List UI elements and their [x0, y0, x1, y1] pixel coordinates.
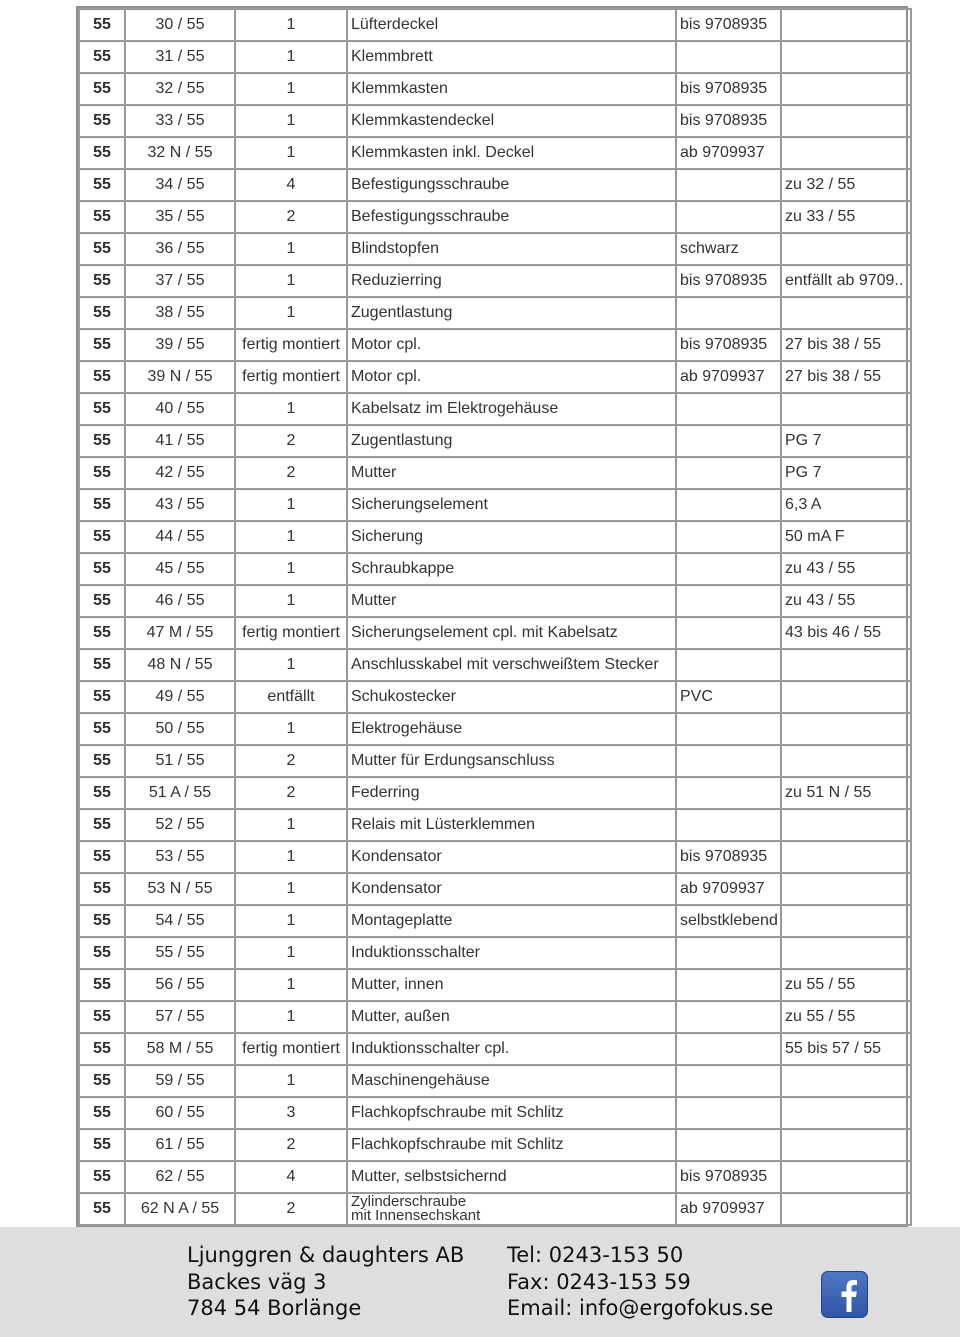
quantity-cell: 2: [235, 777, 347, 809]
group-cell: 55: [79, 425, 125, 457]
position-cell: 44 / 55: [125, 521, 235, 553]
reference-cell: [781, 1129, 911, 1161]
serial-note-cell: [676, 41, 781, 73]
quantity-cell: fertig montiert: [235, 329, 347, 361]
email-address[interactable]: Email: info@ergofokus.se: [507, 1296, 774, 1320]
position-cell: 58 M / 55: [125, 1033, 235, 1065]
reference-cell: [781, 905, 911, 937]
description-cell: Schraubkappe: [347, 553, 676, 585]
reference-cell: [781, 809, 911, 841]
quantity-cell: 1: [235, 73, 347, 105]
description-cell: Mutter, innen: [347, 969, 676, 1001]
group-cell: 55: [79, 713, 125, 745]
table-row: [79, 1065, 911, 1097]
serial-note-cell: [676, 425, 781, 457]
serial-note-cell: selbstklebend: [676, 905, 781, 937]
table-row: [79, 41, 911, 73]
address-block: [187, 1242, 464, 1322]
quantity-cell: 1: [235, 137, 347, 169]
reference-cell: [781, 41, 911, 73]
group-cell: 55: [79, 169, 125, 201]
serial-note-cell: bis 9708935: [676, 265, 781, 297]
quantity-cell: 1: [235, 873, 347, 905]
description-cell: Mutter für Erdungsanschluss: [347, 745, 676, 777]
position-cell: 48 N / 55: [125, 649, 235, 681]
description-cell: Flachkopfschraube mit Schlitz: [347, 1097, 676, 1129]
description-cell: Klemmkastendeckel: [347, 105, 676, 137]
serial-note-cell: [676, 809, 781, 841]
reference-cell: 55 bis 57 / 55: [781, 1033, 911, 1065]
position-cell: 34 / 55: [125, 169, 235, 201]
description-cell: Relais mit Lüsterklemmen: [347, 809, 676, 841]
description-cell: Anschlusskabel mit verschweißtem Stecker: [347, 649, 676, 681]
position-cell: 35 / 55: [125, 201, 235, 233]
table-row: [79, 937, 911, 969]
description-cell: Klemmkasten: [347, 73, 676, 105]
table-row: [79, 745, 911, 777]
quantity-cell: 1: [235, 937, 347, 969]
serial-note-cell: [676, 297, 781, 329]
quantity-cell: 1: [235, 585, 347, 617]
quantity-cell: 1: [235, 9, 347, 41]
description-cell: Mutter: [347, 457, 676, 489]
table-row: [79, 1193, 911, 1225]
position-cell: 33 / 55: [125, 105, 235, 137]
description-cell: Flachkopfschraube mit Schlitz: [347, 1129, 676, 1161]
reference-cell: 6,3 A: [781, 489, 911, 521]
table-row: [79, 105, 911, 137]
group-cell: 55: [79, 457, 125, 489]
street-address: Backes väg 3: [187, 1269, 327, 1294]
facebook-icon[interactable]: [821, 1271, 868, 1318]
serial-note-cell: [676, 393, 781, 425]
company-name: Ljunggren & daughters AB: [187, 1243, 465, 1267]
position-cell: 41 / 55: [125, 425, 235, 457]
position-cell: 52 / 55: [125, 809, 235, 841]
table-row: [79, 329, 911, 361]
serial-note-cell: schwarz: [676, 233, 781, 265]
position-cell: 39 N / 55: [125, 361, 235, 393]
serial-note-cell: [676, 553, 781, 585]
quantity-cell: entfällt: [235, 681, 347, 713]
reference-cell: zu 55 / 55: [781, 969, 911, 1001]
serial-note-cell: [676, 585, 781, 617]
serial-note-cell: bis 9708935: [676, 841, 781, 873]
group-cell: 55: [79, 489, 125, 521]
description-cell: Zugentlastung: [347, 425, 676, 457]
table-row: [79, 457, 911, 489]
table-row: [79, 265, 911, 297]
table-row: [79, 521, 911, 553]
quantity-cell: 4: [235, 169, 347, 201]
group-cell: 55: [79, 617, 125, 649]
quantity-cell: fertig montiert: [235, 361, 347, 393]
reference-cell: zu 51 N / 55: [781, 777, 911, 809]
quantity-cell: 4: [235, 1161, 347, 1193]
group-cell: 55: [79, 777, 125, 809]
group-cell: 55: [79, 1033, 125, 1065]
serial-note-cell: [676, 969, 781, 1001]
position-cell: 45 / 55: [125, 553, 235, 585]
quantity-cell: 1: [235, 809, 347, 841]
reference-cell: [781, 745, 911, 777]
table-row: [79, 1033, 911, 1065]
serial-note-cell: PVC: [676, 681, 781, 713]
quantity-cell: 1: [235, 233, 347, 265]
group-cell: 55: [79, 937, 125, 969]
table-row: [79, 201, 911, 233]
position-cell: 49 / 55: [125, 681, 235, 713]
reference-cell: 27 bis 38 / 55: [781, 361, 911, 393]
description-cell: Blindstopfen: [347, 233, 676, 265]
quantity-cell: 1: [235, 297, 347, 329]
serial-note-cell: ab 9709937: [676, 137, 781, 169]
serial-note-cell: [676, 1097, 781, 1129]
description-cell: Befestigungsschraube: [347, 201, 676, 233]
quantity-cell: 2: [235, 201, 347, 233]
table-row: [79, 809, 911, 841]
position-cell: 54 / 55: [125, 905, 235, 937]
reference-cell: [781, 73, 911, 105]
position-cell: 62 / 55: [125, 1161, 235, 1193]
group-cell: 55: [79, 585, 125, 617]
table-row: [79, 169, 911, 201]
serial-note-cell: ab 9709937: [676, 361, 781, 393]
serial-note-cell: [676, 489, 781, 521]
position-cell: 42 / 55: [125, 457, 235, 489]
quantity-cell: 1: [235, 649, 347, 681]
reference-cell: [781, 713, 911, 745]
group-cell: 55: [79, 393, 125, 425]
serial-note-cell: [676, 649, 781, 681]
description-line: mit Innensechskant: [351, 1207, 481, 1224]
group-cell: 55: [79, 873, 125, 905]
quantity-cell: 2: [235, 457, 347, 489]
description-cell: Reduzierring: [347, 265, 676, 297]
description-cell: Klemmkasten inkl. Deckel: [347, 137, 676, 169]
reference-cell: 27 bis 38 / 55: [781, 329, 911, 361]
table-row: [79, 73, 911, 105]
table-row: [79, 393, 911, 425]
reference-cell: zu 43 / 55: [781, 553, 911, 585]
table-row: [79, 1001, 911, 1033]
table-row: [79, 649, 911, 681]
group-cell: 55: [79, 105, 125, 137]
quantity-cell: 1: [235, 841, 347, 873]
position-cell: 43 / 55: [125, 489, 235, 521]
group-cell: 55: [79, 969, 125, 1001]
reference-cell: [781, 649, 911, 681]
quantity-cell: 2: [235, 745, 347, 777]
reference-cell: [781, 937, 911, 969]
serial-note-cell: [676, 745, 781, 777]
quantity-cell: 1: [235, 393, 347, 425]
serial-note-cell: ab 9709937: [676, 873, 781, 905]
reference-cell: [781, 681, 911, 713]
quantity-cell: 1: [235, 489, 347, 521]
table-row: [79, 9, 911, 41]
reference-cell: [781, 105, 911, 137]
position-cell: 47 M / 55: [125, 617, 235, 649]
contact-footer: [0, 1227, 960, 1337]
serial-note-cell: bis 9708935: [676, 73, 781, 105]
quantity-cell: 2: [235, 1193, 347, 1225]
description-cell: Maschinengehäuse: [347, 1065, 676, 1097]
position-cell: 37 / 55: [125, 265, 235, 297]
reference-cell: PG 7: [781, 425, 911, 457]
position-cell: 61 / 55: [125, 1129, 235, 1161]
parts-list-sheet: [76, 6, 908, 1228]
position-cell: 51 A / 55: [125, 777, 235, 809]
quantity-cell: 3: [235, 1097, 347, 1129]
group-cell: 55: [79, 1129, 125, 1161]
group-cell: 55: [79, 1065, 125, 1097]
group-cell: 55: [79, 1097, 125, 1129]
group-cell: 55: [79, 329, 125, 361]
quantity-cell: 1: [235, 105, 347, 137]
table-row: [79, 489, 911, 521]
description-cell: Mutter, selbstsichernd: [347, 1161, 676, 1193]
table-row: [79, 233, 911, 265]
group-cell: 55: [79, 1161, 125, 1193]
serial-note-cell: bis 9708935: [676, 329, 781, 361]
description-cell: Mutter, außen: [347, 1001, 676, 1033]
reference-cell: zu 33 / 55: [781, 201, 911, 233]
quantity-cell: fertig montiert: [235, 1033, 347, 1065]
table-row: [79, 425, 911, 457]
reference-cell: [781, 233, 911, 265]
description-cell: Sicherungselement cpl. mit Kabelsatz: [347, 617, 676, 649]
description-cell: [347, 1193, 676, 1225]
table-row: [79, 585, 911, 617]
reference-cell: [781, 1193, 911, 1225]
description-cell: Zugentlastung: [347, 297, 676, 329]
group-cell: 55: [79, 809, 125, 841]
quantity-cell: 1: [235, 1001, 347, 1033]
table-row: [79, 1161, 911, 1193]
position-cell: 30 / 55: [125, 9, 235, 41]
serial-note-cell: [676, 169, 781, 201]
table-row: [79, 777, 911, 809]
group-cell: 55: [79, 841, 125, 873]
group-cell: 55: [79, 73, 125, 105]
quantity-cell: 1: [235, 1065, 347, 1097]
group-cell: 55: [79, 649, 125, 681]
position-cell: 32 / 55: [125, 73, 235, 105]
reference-cell: zu 43 / 55: [781, 585, 911, 617]
serial-note-cell: ab 9709937: [676, 1193, 781, 1225]
serial-note-cell: bis 9708935: [676, 105, 781, 137]
serial-note-cell: [676, 201, 781, 233]
group-cell: 55: [79, 137, 125, 169]
reference-cell: [781, 9, 911, 41]
quantity-cell: 1: [235, 553, 347, 585]
description-cell: Induktionsschalter: [347, 937, 676, 969]
quantity-cell: 1: [235, 713, 347, 745]
reference-cell: [781, 1161, 911, 1193]
table-row: [79, 873, 911, 905]
position-cell: 62 N A / 55: [125, 1193, 235, 1225]
table-row: [79, 713, 911, 745]
quantity-cell: 1: [235, 969, 347, 1001]
reference-cell: [781, 1097, 911, 1129]
description-line: Zylinderschraube: [351, 1193, 467, 1210]
reference-cell: [781, 1065, 911, 1097]
serial-note-cell: [676, 521, 781, 553]
group-cell: 55: [79, 553, 125, 585]
position-cell: 50 / 55: [125, 713, 235, 745]
position-cell: 57 / 55: [125, 1001, 235, 1033]
quantity-cell: 1: [235, 41, 347, 73]
serial-note-cell: [676, 617, 781, 649]
description-cell: Klemmbrett: [347, 41, 676, 73]
serial-note-cell: [676, 1129, 781, 1161]
quantity-cell: fertig montiert: [235, 617, 347, 649]
description-cell: Elektrogehäuse: [347, 713, 676, 745]
table-row: [79, 681, 911, 713]
reference-cell: [781, 873, 911, 905]
position-cell: 56 / 55: [125, 969, 235, 1001]
position-cell: 36 / 55: [125, 233, 235, 265]
group-cell: 55: [79, 41, 125, 73]
description-cell: Kondensator: [347, 841, 676, 873]
description-cell: Induktionsschalter cpl.: [347, 1033, 676, 1065]
group-cell: 55: [79, 233, 125, 265]
description-cell: Schukostecker: [347, 681, 676, 713]
serial-note-cell: [676, 1001, 781, 1033]
position-cell: 40 / 55: [125, 393, 235, 425]
table-row: [79, 841, 911, 873]
postal-city: 784 54 Borlänge: [187, 1296, 362, 1320]
position-cell: 39 / 55: [125, 329, 235, 361]
group-cell: 55: [79, 1001, 125, 1033]
group-cell: 55: [79, 201, 125, 233]
position-cell: 53 N / 55: [125, 873, 235, 905]
position-cell: 53 / 55: [125, 841, 235, 873]
description-cell: Lüfterdeckel: [347, 9, 676, 41]
group-cell: 55: [79, 521, 125, 553]
reference-cell: [781, 297, 911, 329]
serial-note-cell: [676, 937, 781, 969]
reference-cell: zu 32 / 55: [781, 169, 911, 201]
table-row: [79, 1097, 911, 1129]
serial-note-cell: [676, 457, 781, 489]
reference-cell: [781, 137, 911, 169]
serial-note-cell: [676, 1065, 781, 1097]
table-row: [79, 553, 911, 585]
reference-cell: 50 mA F: [781, 521, 911, 553]
reference-cell: zu 55 / 55: [781, 1001, 911, 1033]
contact-block: [507, 1242, 773, 1322]
quantity-cell: 1: [235, 905, 347, 937]
quantity-cell: 2: [235, 425, 347, 457]
group-cell: 55: [79, 9, 125, 41]
table-row: [79, 1129, 911, 1161]
serial-note-cell: [676, 1033, 781, 1065]
serial-note-cell: bis 9708935: [676, 9, 781, 41]
phone-number: Tel: 0243-153 50: [507, 1243, 684, 1267]
position-cell: 46 / 55: [125, 585, 235, 617]
quantity-cell: 1: [235, 521, 347, 553]
table-row: [79, 361, 911, 393]
position-cell: 55 / 55: [125, 937, 235, 969]
group-cell: 55: [79, 361, 125, 393]
group-cell: 55: [79, 1193, 125, 1225]
description-cell: Kondensator: [347, 873, 676, 905]
table-row: [79, 617, 911, 649]
serial-note-cell: [676, 777, 781, 809]
quantity-cell: 1: [235, 265, 347, 297]
reference-cell: PG 7: [781, 457, 911, 489]
serial-note-cell: bis 9708935: [676, 1161, 781, 1193]
group-cell: 55: [79, 745, 125, 777]
description-cell: Montageplatte: [347, 905, 676, 937]
position-cell: 38 / 55: [125, 297, 235, 329]
description-cell: Federring: [347, 777, 676, 809]
position-cell: 59 / 55: [125, 1065, 235, 1097]
description-cell: Kabelsatz im Elektrogehäuse: [347, 393, 676, 425]
table-row: [79, 137, 911, 169]
reference-cell: entfällt ab 9709..: [781, 265, 911, 297]
position-cell: 31 / 55: [125, 41, 235, 73]
description-cell: Befestigungsschraube: [347, 169, 676, 201]
group-cell: 55: [79, 681, 125, 713]
position-cell: 60 / 55: [125, 1097, 235, 1129]
fax-number: Fax: 0243-153 59: [507, 1269, 691, 1294]
group-cell: 55: [79, 905, 125, 937]
group-cell: 55: [79, 297, 125, 329]
serial-note-cell: [676, 713, 781, 745]
quantity-cell: 2: [235, 1129, 347, 1161]
table-row: [79, 969, 911, 1001]
position-cell: 32 N / 55: [125, 137, 235, 169]
group-cell: 55: [79, 265, 125, 297]
description-cell: Motor cpl.: [347, 329, 676, 361]
reference-cell: 43 bis 46 / 55: [781, 617, 911, 649]
description-cell: Sicherungselement: [347, 489, 676, 521]
table-row: [79, 905, 911, 937]
parts-table: [78, 8, 912, 1226]
description-cell: Motor cpl.: [347, 361, 676, 393]
reference-cell: [781, 841, 911, 873]
table-row: [79, 297, 911, 329]
description-cell: Mutter: [347, 585, 676, 617]
reference-cell: [781, 393, 911, 425]
description-cell: Sicherung: [347, 521, 676, 553]
position-cell: 51 / 55: [125, 745, 235, 777]
